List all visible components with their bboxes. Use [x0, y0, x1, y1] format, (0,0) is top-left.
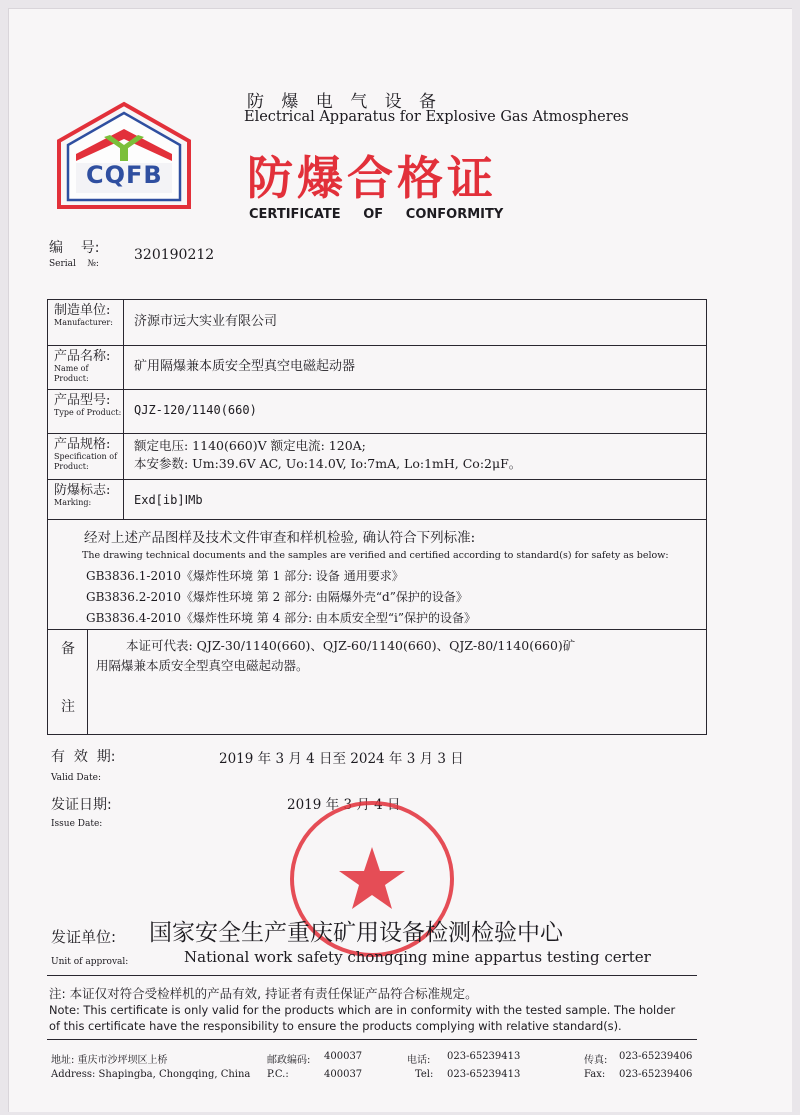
main-title-en: CERTIFICATE OF CONFORMITY [249, 207, 504, 222]
specification-label-cn: 产品规格: [54, 437, 111, 452]
specification-line2: 本安参数: Um:39.6V AC, Uo:14.0V, Io:7mA, Lo:1mH, Co:2μF。 [134, 456, 522, 471]
validity-label-en: Valid Date: [51, 773, 101, 783]
serial-label-cn: 编 号: [49, 240, 100, 256]
standard-item: GB3836.1-2010《爆炸性环境 第 1 部分: 设备 通用要求》 [86, 569, 404, 583]
validity-label-cn: 有 效 期: [51, 749, 116, 765]
postcode-value: 400037 [324, 1051, 363, 1062]
address-en: Address: Shapingba, Chongqing, China [51, 1069, 251, 1080]
row-remarks [48, 630, 707, 735]
tel-value: 023-65239413 [447, 1069, 521, 1080]
remarks-label-top: 备 [61, 641, 75, 657]
postcode-label-en: P.C.: [267, 1069, 289, 1080]
standard-item: GB3836.2-2010《爆炸性环境 第 2 部分: 由隔爆外壳“d”保护的设备》 [86, 590, 468, 604]
specification-label-en: Specification of Product: [54, 452, 118, 471]
serial-number: 320190212 [134, 247, 215, 263]
remarks-label-bottom: 注 [61, 699, 75, 715]
logo-text: CQFB [86, 161, 163, 189]
serial-label-en: Serial №: [49, 259, 99, 269]
marking-value: Exd[ib]ⅠMb [134, 493, 203, 507]
product-name-value: 矿用隔爆兼本质安全型真空电磁起动器 [134, 359, 356, 374]
marking-label-en: Marking: [54, 498, 92, 507]
product-type-label-en: Type of Product: [54, 408, 122, 417]
header-title-en: Electrical Apparatus for Explosive Gas Atmospheres [244, 109, 629, 125]
cqfb-logo-icon [54, 99, 194, 209]
note-en-line2: of this certificate have the responsibility to ensure the products complying with relative standard(s). [49, 1019, 622, 1033]
issue-label-cn: 发证日期: [51, 797, 112, 813]
cqfb-logo [54, 99, 194, 209]
standards-intro-en: The drawing technical documents and the samples are verified and certified according to standard(s) for safety as below: [82, 550, 669, 561]
approval-name-cn: 国家安全生产重庆矿用设备检测检验中心 [149, 920, 563, 946]
row-product-type [48, 390, 707, 434]
row-marking [48, 480, 707, 520]
approval-label-en: Unit of approval: [51, 957, 129, 967]
row-standards [48, 520, 707, 630]
remarks-line1: 本证可代表: QJZ-30/1140(660)、QJZ-60/1140(660)、QJZ-80/1140(660)矿 [126, 638, 576, 653]
approval-name-en: National work safety chongqing mine appartus testing certer [184, 948, 651, 966]
tel-label-en: Tel: [415, 1069, 434, 1080]
validity-value: 2019 年 3 月 4 日至 2024 年 3 月 3 日 [219, 751, 464, 767]
tel-label-cn: 电话: [407, 1055, 431, 1066]
postcode-label-cn: 邮政编码: [267, 1055, 311, 1066]
product-name-label-en: Name of Product: [54, 364, 89, 383]
issue-value: 2019 年 3 月 4 日 [287, 797, 401, 813]
footer-divider [47, 975, 697, 976]
row-manufacturer [48, 300, 707, 346]
product-type-label-cn: 产品型号: [54, 393, 111, 408]
fax-value: 023-65239406 [619, 1051, 693, 1062]
note-en-line1: Note: This certificate is only valid for the products which are in conformity with the tested sample. The holder [49, 1003, 676, 1017]
header-title-cn: 防 爆 电 气 设 备 [247, 92, 443, 112]
manufacturer-label-cn: 制造单位: [54, 303, 111, 318]
product-name-label-cn: 产品名称: [54, 349, 111, 364]
approval-label-cn: 发证单位: [51, 928, 117, 946]
footer-divider [47, 1039, 697, 1040]
address-cn: 地址: 重庆市沙坪坝区上桥 [51, 1055, 168, 1066]
remarks-label [48, 630, 88, 734]
note-cn: 注: 本证仅对符合受检样机的产品有效, 持证者有责任保证产品符合标准规定。 [49, 986, 478, 1001]
certificate-page [8, 8, 792, 1112]
specification-line1: 额定电压: 1140(660)V 额定电流: 120A; [134, 438, 366, 453]
row-specification [48, 434, 707, 480]
issue-label-en: Issue Date: [51, 819, 103, 829]
fax-value: 023-65239406 [619, 1069, 693, 1080]
fax-label-cn: 传真: [584, 1055, 608, 1066]
marking-label-cn: 防爆标志: [54, 483, 111, 498]
standards-intro-cn: 经对上述产品图样及技术文件审查和样机检验, 确认符合下列标准: [84, 530, 476, 546]
product-type-value: QJZ-120/1140(660) [134, 403, 257, 417]
certificate-form [47, 299, 707, 735]
row-product-name [48, 346, 707, 390]
standard-item: GB3836.4-2010《爆炸性环境 第 4 部分: 由本质安全型“i”保护的设备》 [86, 611, 477, 625]
manufacturer-label-en: Manufacturer: [54, 318, 113, 327]
manufacturer-value: 济源市远大实业有限公司 [134, 314, 278, 329]
remarks-line2: 用隔爆兼本质安全型真空电磁起动器。 [96, 658, 309, 673]
tel-value: 023-65239413 [447, 1051, 521, 1062]
postcode-value: 400037 [324, 1069, 363, 1080]
main-title-cn: 防爆合格证 [247, 151, 497, 205]
fax-label-en: Fax: [584, 1069, 606, 1080]
